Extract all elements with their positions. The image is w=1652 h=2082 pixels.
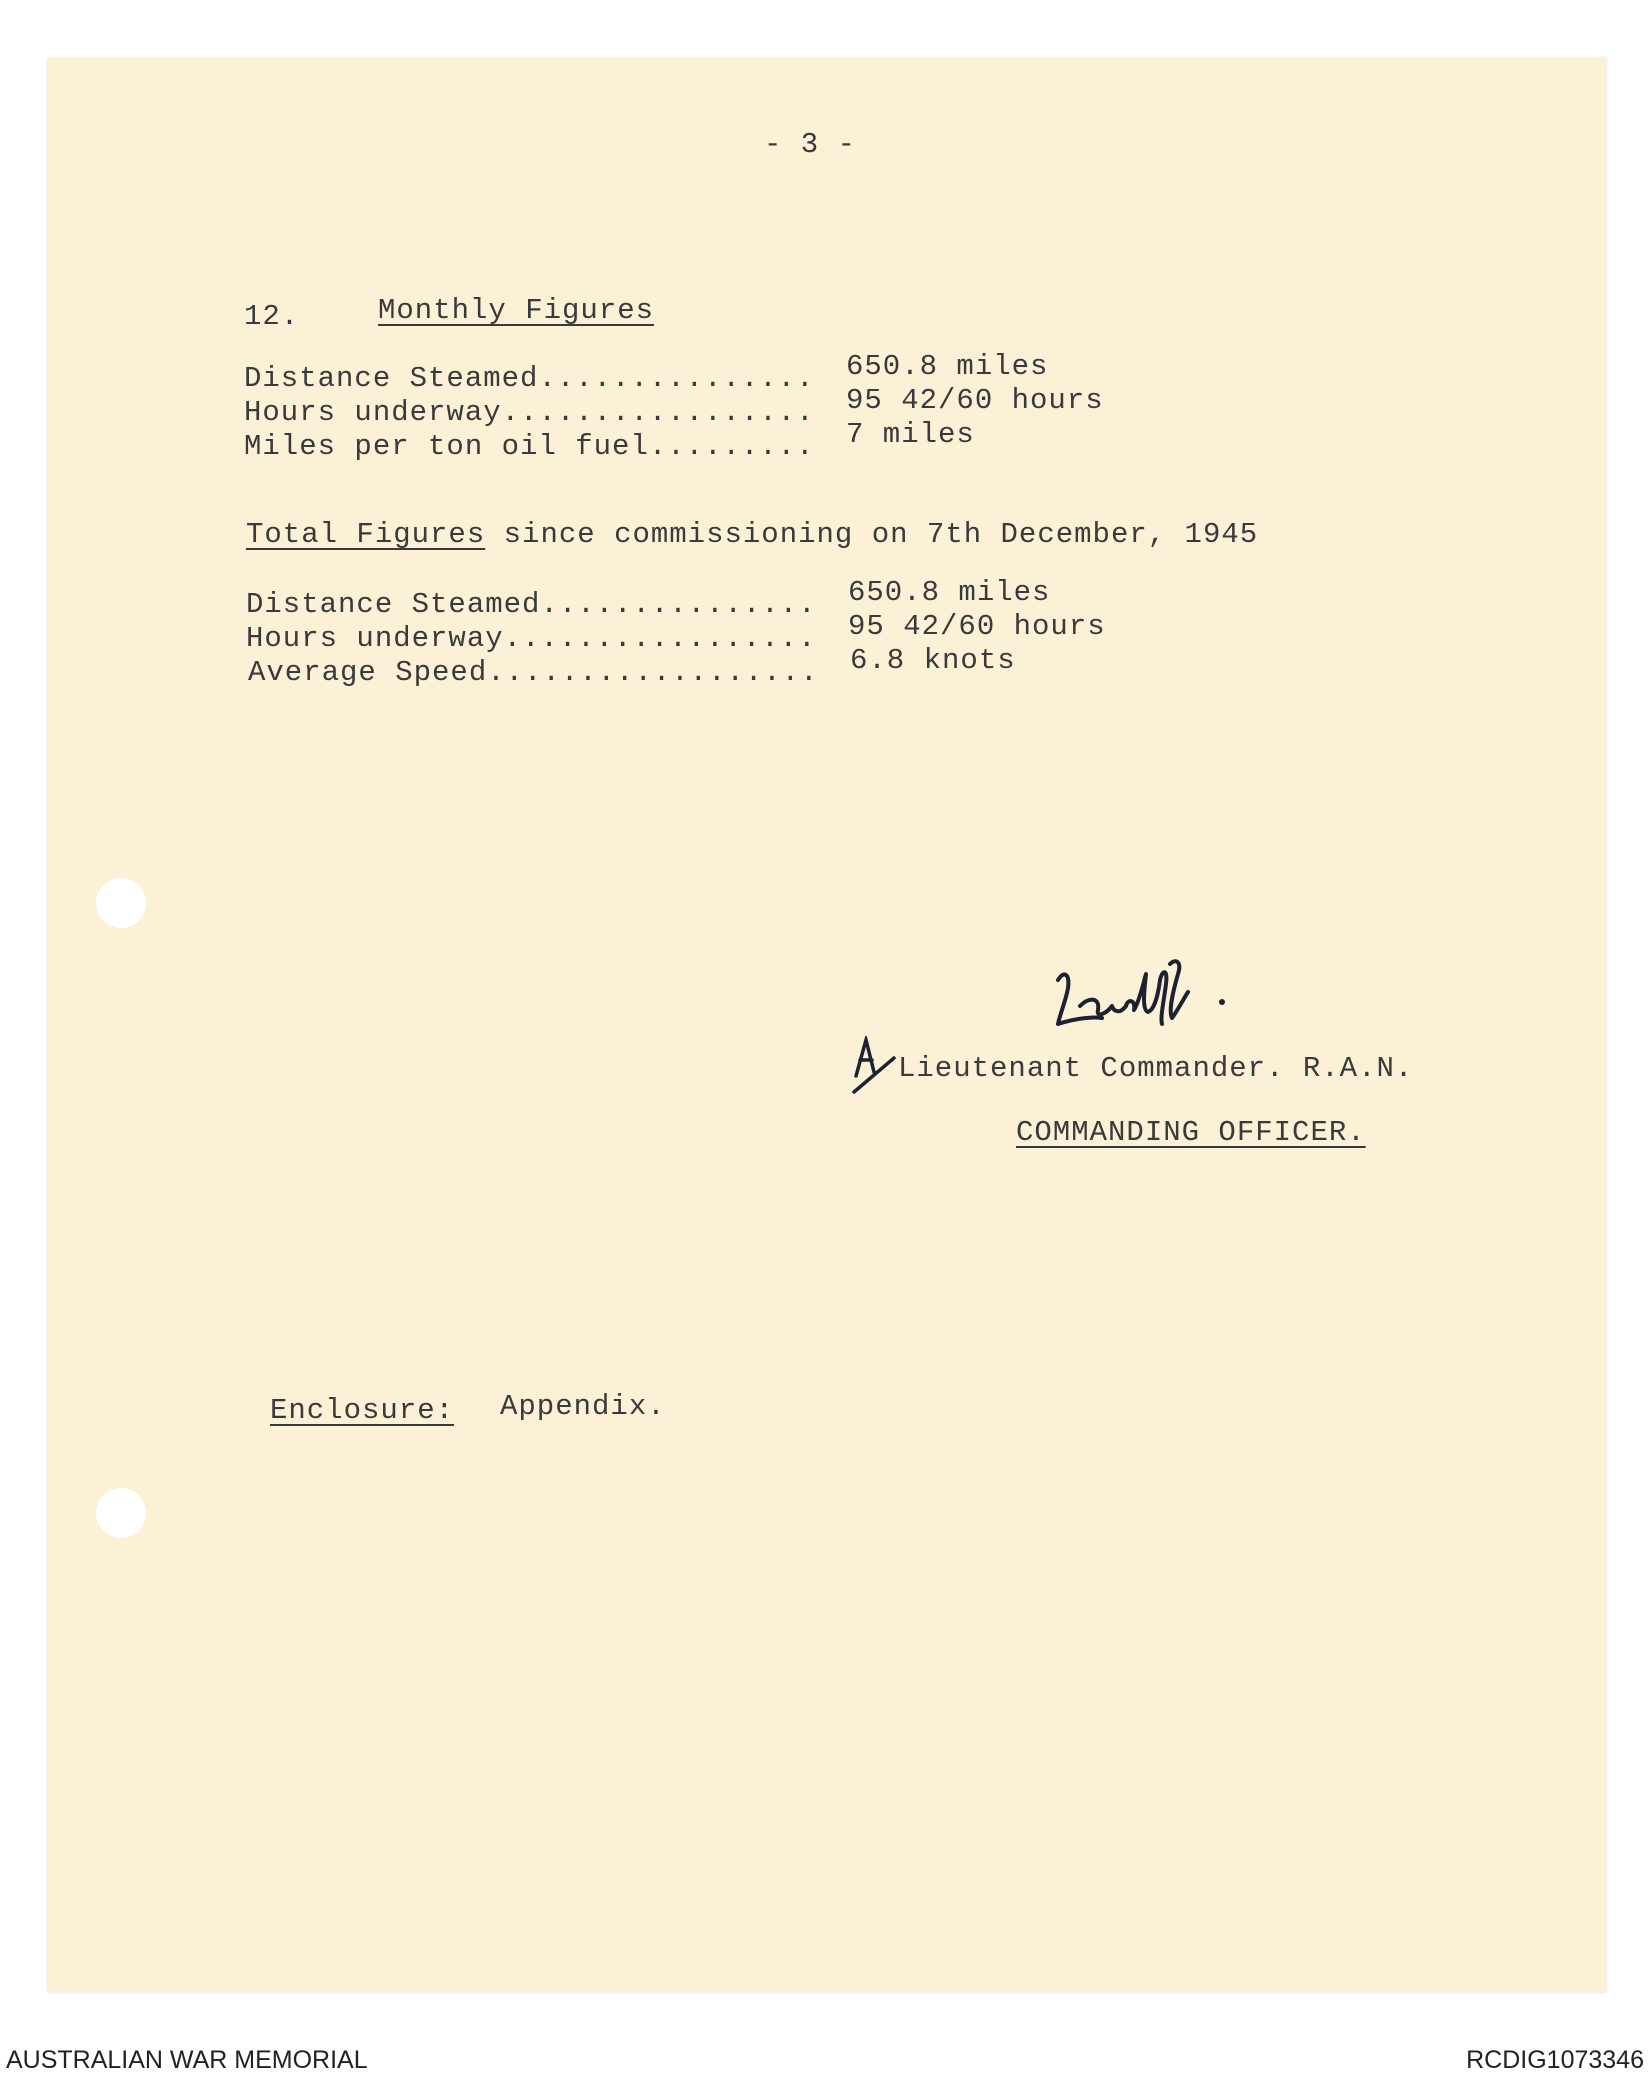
total-row-label: Distance Steamed............... — [246, 588, 817, 621]
total-row-value: 6.8 knots — [850, 644, 1016, 677]
monthly-row-label: Miles per ton oil fuel......... — [244, 430, 815, 463]
footer-source: AUSTRALIAN WAR MEMORIAL — [6, 2046, 368, 2074]
document-page — [48, 58, 1606, 1992]
monthly-row-value: 95 42/60 hours — [846, 384, 1104, 417]
signatory-rank: Lieutenant Commander. R.A.N. — [898, 1052, 1414, 1085]
punch-hole-bottom — [96, 1488, 146, 1538]
enclosure-value: Appendix. — [500, 1390, 666, 1423]
total-figures-heading-rest: since commissioning on 7th December, 1945 — [485, 518, 1259, 551]
total-figures-line — [246, 520, 1258, 549]
page-number: - 3 - — [764, 128, 857, 161]
total-row-label: Average Speed.................. — [248, 656, 819, 689]
total-figures-heading: Total Figures — [246, 518, 486, 551]
total-row-value: 95 42/60 hours — [848, 610, 1106, 643]
monthly-row-value: 7 miles — [846, 418, 975, 451]
monthly-row-label: Hours underway................. — [244, 396, 815, 429]
section-heading: Monthly Figures — [378, 294, 655, 327]
punch-hole-top — [96, 878, 146, 928]
acting-mark — [852, 1036, 898, 1096]
enclosure-label: Enclosure: — [270, 1394, 455, 1427]
monthly-row-label: Distance Steamed............... — [244, 362, 815, 395]
total-row-value: 650.8 miles — [848, 576, 1051, 609]
total-row-label: Hours underway................. — [246, 622, 817, 655]
monthly-row-value: 650.8 miles — [846, 350, 1049, 383]
signatory-title: COMMANDING OFFICER. — [1016, 1116, 1366, 1149]
handwritten-signature — [1050, 940, 1250, 1050]
footer-record-id: RCDIG1073346 — [1466, 2046, 1644, 2074]
section-number: 12. — [244, 300, 300, 333]
